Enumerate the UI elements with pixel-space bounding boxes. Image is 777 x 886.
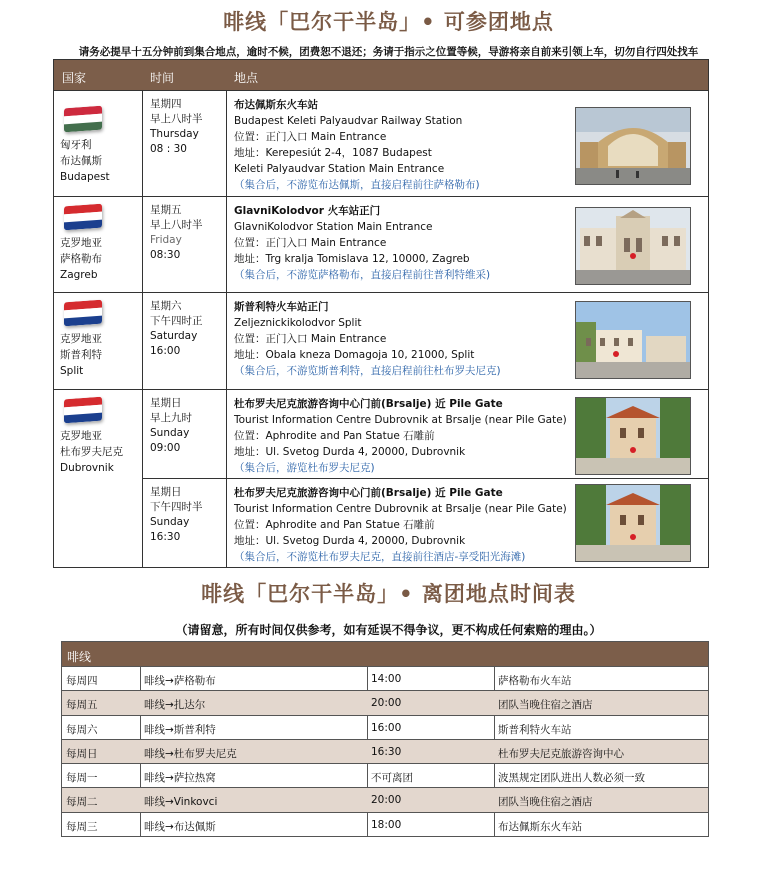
time-cell: 20:00	[371, 697, 402, 710]
hungary-flag-icon	[64, 106, 102, 133]
country-cell: 克罗地亚 杜布罗夫尼克 Dubrovnik	[60, 398, 140, 476]
place-cell-2: 杜布罗夫尼克旅游咨询中心门前(Brsalje) 近 Pile Gate Tourist Information Centre Dubrovnik at Brsalje (near Pile Gate) 位置：Aphrodite and Pan Statue 石雕前 地址：Ul. Svetog Durda 4, 20000, Dubrovnik （集合后，不游览杜布罗夫尼克，直接前往酒店-享受阳光海滩)	[234, 487, 567, 563]
day-cell: 每周六	[66, 723, 98, 736]
schedule-row	[62, 666, 708, 690]
place-cell: 布达佩斯东火车站 Budapest Keleti Palyaudvar Railway Station 位置：正门入口 Main Entrance 地址：Kerepesiút 2-4，1087 Budapest Keleti Palyaudvar Station Main Entrance （集合后，不游览布达佩斯，直接启程前往萨格勒布)	[234, 99, 480, 191]
header-place: 地点	[234, 71, 259, 85]
route-cell: 啡线→萨格勒布	[144, 675, 216, 687]
meeting-row-budapest	[54, 90, 708, 196]
time-cell: 20:00	[371, 794, 402, 807]
schedule-notice: （请留意，所有时间仅供参考，如有延误不得争议，更不构成任何索赔的理由。）	[175, 623, 602, 637]
time-cell: 星期四 早上八时半 Thursday 08 : 30	[150, 98, 203, 155]
day-cell: 每周五	[66, 699, 98, 712]
meeting-row-dubrovnik	[54, 389, 708, 567]
schedule-title: 啡线「巴尔干半岛」• 离团地点时间表	[201, 582, 576, 606]
day-cell: 每周三	[66, 820, 98, 833]
meeting-title: 啡线「巴尔干半岛」• 可参团地点	[223, 10, 554, 34]
country-cell: 克罗地亚 萨格勒布 Zagreb	[60, 205, 140, 283]
croatia-flag-icon	[64, 300, 102, 327]
split-station-photo	[575, 301, 691, 379]
place-cell: GlavniKolodvor 火车站正门 GlavniKolodvor Station Main Entrance 位置：正门入口 Main Entrance 地址：Trg kralja Tomislava 12, 10000, Zagreb （集合后，不游览萨格勒布，直接启程前往普利特维采)	[234, 205, 491, 281]
schedule-row	[62, 715, 708, 739]
day-cell: 每周一	[66, 772, 98, 785]
dubrovnik-info-centre-photo	[575, 397, 691, 475]
day-cell: 每周日	[66, 747, 98, 760]
route-cell: 啡线→萨拉热窝	[144, 772, 216, 785]
schedule-row	[62, 690, 708, 714]
schedule-row	[62, 739, 708, 763]
meeting-row-split	[54, 292, 708, 389]
croatia-flag-icon	[64, 204, 102, 231]
route-cell: 啡线→布达佩斯	[144, 820, 216, 833]
country-cell: 匈牙利 布达佩斯 Budapest	[60, 107, 140, 185]
place-cell: 斯普利特火车站正门 Zeljeznickikolodvor Split 位置：正门入口 Main Entrance 地址：Obala kneza Domagoja 10, 21000, Split （集合后，不游览斯普利特，直接启程前往杜布罗夫尼克)	[234, 301, 501, 377]
time-cell: 16:00	[371, 721, 402, 734]
location-cell: 波黑规定团队进出人数必须一致	[498, 772, 645, 785]
time-cell: 18:00	[371, 818, 402, 831]
route-cell: 啡线→杜布罗夫尼克	[144, 747, 237, 760]
location-cell: 杜布罗夫尼克旅游咨询中心	[498, 747, 624, 760]
location-cell: 布达佩斯东火车站	[498, 820, 582, 833]
time-cell: 星期六 下午四时正 Saturday 16:00	[150, 300, 203, 357]
time-cell: 14:00	[371, 673, 402, 685]
day-cell: 每周四	[66, 675, 98, 687]
dubrovnik-info-centre-photo-2	[575, 484, 691, 562]
header-time: 时间	[150, 71, 175, 85]
location-cell: 斯普利特火车站	[498, 723, 572, 736]
time-cell: 不可离团	[371, 772, 413, 785]
route-cell: 啡线→Vinkovci	[144, 796, 218, 809]
location-cell: 团队当晚住宿之酒店	[498, 796, 593, 809]
meeting-table	[53, 59, 709, 568]
time-cell: 星期五 早上八时半 Friday 08:30	[150, 204, 203, 261]
schedule-table-header: 啡线	[62, 642, 708, 666]
meeting-notice: 请务必提早十五分钟前到集合地点，逾时不候，团费恕不退还；务请于指示之位置等候，导游将亲自前来引领上车，切勿自行四处找车	[78, 46, 699, 58]
header-country: 国家	[62, 71, 87, 85]
day-cell: 每周二	[66, 796, 98, 809]
schedule-row	[62, 763, 708, 787]
route-cell: 啡线→斯普利特	[144, 723, 216, 736]
schedule-row	[62, 787, 708, 811]
budapest-station-photo	[575, 107, 691, 185]
country-cell: 克罗地亚 斯普利特 Split	[60, 301, 140, 379]
schedule-row	[62, 812, 708, 836]
time-cell-2: 星期日 下午四时半 Sunday 16:30	[150, 486, 203, 543]
location-cell: 团队当晚住宿之酒店	[498, 699, 593, 712]
route-cell: 啡线→扎达尔	[144, 699, 206, 712]
croatia-flag-icon	[64, 397, 102, 424]
meeting-table-header	[54, 60, 708, 90]
place-cell: 杜布罗夫尼克旅游咨询中心门前(Brsalje) 近 Pile Gate Tourist Information Centre Dubrovnik at Brsalje (near Pile Gate) 位置：Aphrodite and Pan Statue 石雕前 地址：Ul. Svetog Durda 4, 20000, Dubrovnik （集合后，游览杜布罗夫尼克)	[234, 398, 567, 474]
meeting-row-zagreb	[54, 196, 708, 292]
time-cell: 16:30	[371, 745, 402, 758]
schedule-table	[61, 641, 709, 837]
time-cell: 星期日 早上九时 Sunday 09:00	[150, 397, 192, 454]
zagreb-station-photo	[575, 207, 691, 285]
location-cell: 萨格勒布火车站	[498, 675, 572, 687]
